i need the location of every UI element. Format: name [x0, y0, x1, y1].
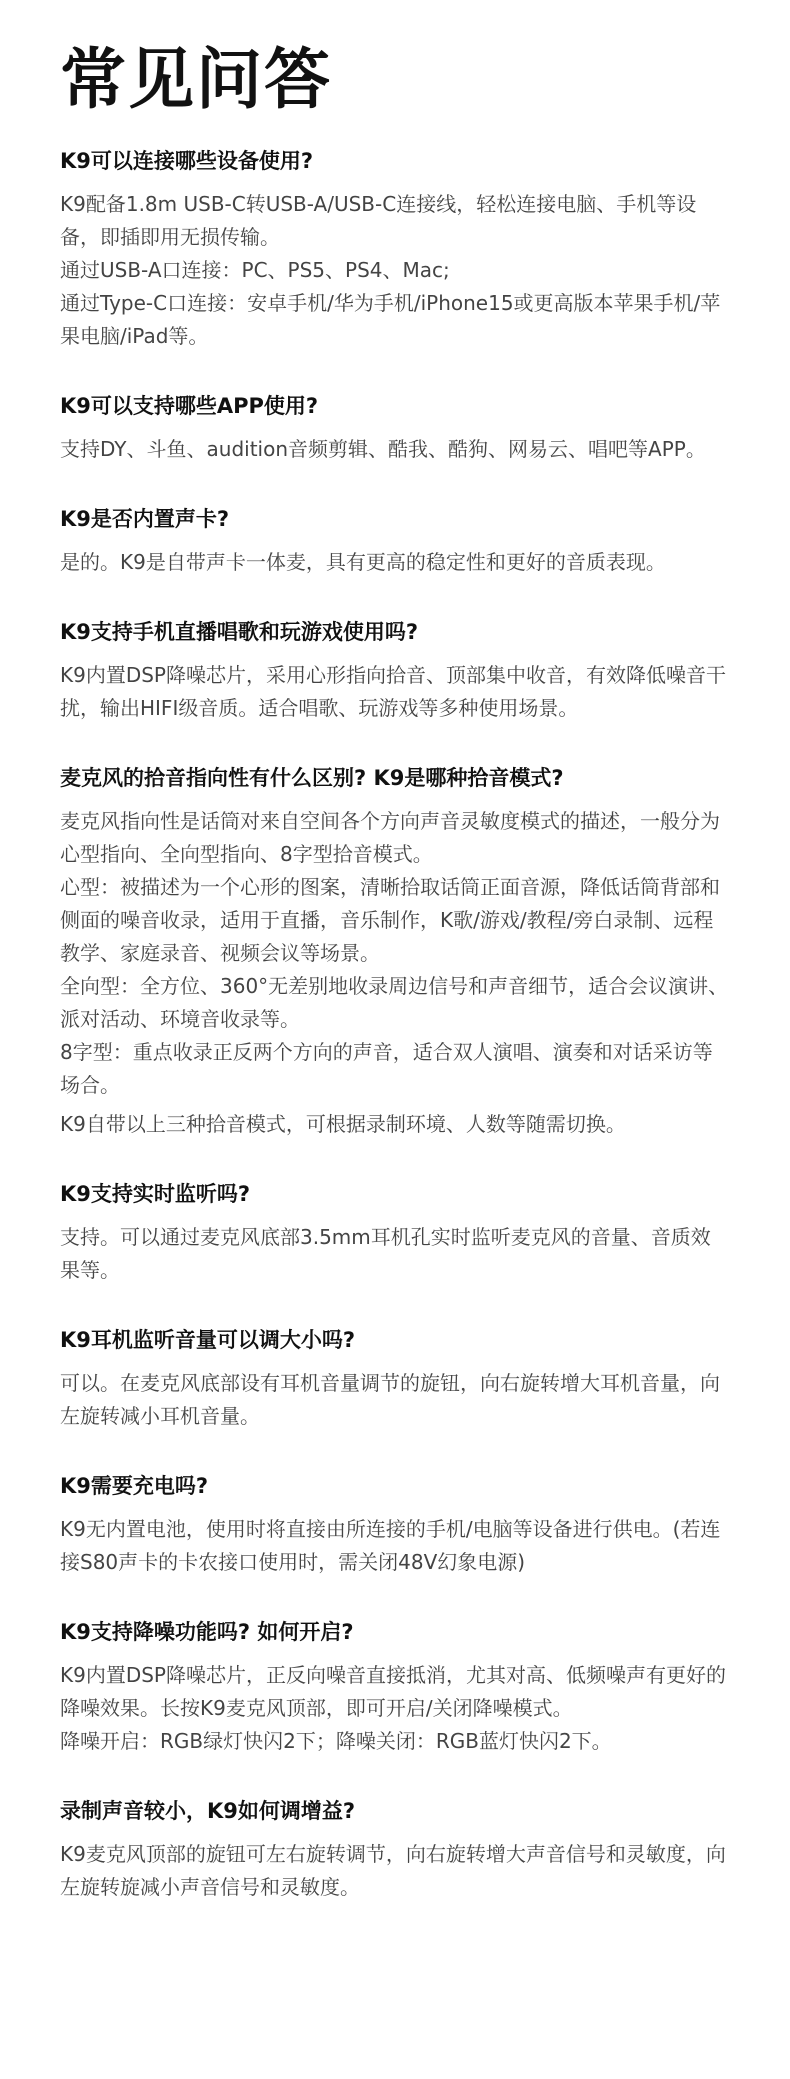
faq-item — [60, 391, 730, 466]
answer-paragraph: 通过USB-A口连接：PC、PS5、PS4、Mac; — [60, 258, 450, 282]
faq-answer — [60, 1221, 730, 1287]
answer-paragraph: K9自带以上三种拾音模式，可根据录制环境、人数等随需切换。 — [60, 1112, 626, 1136]
answer-paragraph: 降噪开启：RGB绿灯快闪2下；降噪关闭：RGB蓝灯快闪2下。 — [60, 1729, 612, 1753]
faq-question: 录制声音较小，K9如何调增益? — [60, 1799, 356, 1823]
faq-answer — [60, 1513, 730, 1579]
answer-paragraph: K9内置DSP降噪芯片，正反向噪音直接抵消，尤其对高、低频噪声有更好的降噪效果。长按K9麦克风顶部，即可开启/关闭降噪模式。 — [60, 1663, 726, 1720]
faq-question: K9可以支持哪些APP使用? — [60, 394, 319, 418]
page-title: 常见问答 — [60, 41, 332, 118]
faq-answer — [60, 1367, 730, 1433]
faq-item — [60, 1471, 730, 1579]
faq-answer — [60, 1659, 730, 1758]
faq-item — [60, 146, 730, 353]
faq-item — [60, 1617, 730, 1758]
faq-question: K9耳机监听音量可以调大小吗? — [60, 1328, 356, 1352]
faq-question: K9是否内置声卡? — [60, 507, 230, 531]
faq-question: K9需要充电吗? — [60, 1474, 209, 1498]
answer-paragraph: 全向型：全方位、360°无差别地收录周边信号和声音细节，适合会议演讲、派对活动、环境音收录等。 — [60, 974, 729, 1031]
answer-paragraph: 支持DY、斗鱼、audition音频剪辑、酷我、酷狗、网易云、唱吧等APP。 — [60, 437, 706, 461]
answer-paragraph: K9麦克风顶部的旋钮可左右旋转调节，向右旋转增大声音信号和灵敏度，向左旋转旋减小声音信号和灵敏度。 — [60, 1842, 726, 1899]
answer-paragraph: 麦克风指向性是话筒对来自空间各个方向声音灵敏度模式的描述，一般分为心型指向、全向型指向、8字型拾音模式。 — [60, 809, 720, 866]
faq-answer — [60, 433, 730, 466]
faq-question: K9支持实时监听吗? — [60, 1182, 251, 1206]
answer-paragraph: 通过Type-C口连接：安卓手机/华为手机/iPhone15或更高版本苹果手机/苹果电脑/iPad等。 — [60, 291, 721, 348]
faq-answer — [60, 659, 730, 725]
faq-question: K9支持降噪功能吗? 如何开启? — [60, 1620, 354, 1644]
answer-paragraph: K9无内置电池，使用时将直接由所连接的手机/电脑等设备进行供电。(若连接S80声卡的卡农接口使用时，需关闭48V幻象电源) — [60, 1517, 721, 1574]
faq-question: K9支持手机直播唱歌和玩游戏使用吗? — [60, 620, 419, 644]
answer-paragraph: 支持。可以通过麦克风底部3.5mm耳机孔实时监听麦克风的音量、音质效果等。 — [60, 1225, 711, 1282]
faq-answer — [60, 805, 730, 1141]
faq-answer — [60, 1838, 730, 1904]
answer-paragraph: 8字型：重点收录正反两个方向的声音，适合双人演唱、演奏和对话采访等场合。 — [60, 1040, 713, 1097]
answer-paragraph: 可以。在麦克风底部设有耳机音量调节的旋钮，向右旋转增大耳机音量，向左旋转减小耳机音量。 — [60, 1371, 720, 1428]
answer-paragraph: 是的。K9是自带声卡一体麦，具有更高的稳定性和更好的音质表现。 — [60, 550, 666, 574]
faq-item — [60, 763, 730, 1141]
answer-paragraph: K9配备1.8m USB-C转USB-A/USB-C连接线，轻松连接电脑、手机等设备，即插即用无损传输。 — [60, 192, 697, 249]
faq-item — [60, 617, 730, 725]
faq-item — [60, 1325, 730, 1433]
answer-paragraph: K9内置DSP降噪芯片，采用心形指向拾音、顶部集中收音，有效降低噪音干扰，输出HIFI级音质。适合唱歌、玩游戏等多种使用场景。 — [60, 663, 726, 720]
faq-question: K9可以连接哪些设备使用? — [60, 149, 314, 173]
faq-item — [60, 1796, 730, 1904]
faq-question: 麦克风的拾音指向性有什么区别? K9是哪种拾音模式? — [60, 766, 564, 790]
faq-answer — [60, 188, 730, 353]
faq-answer — [60, 546, 730, 579]
faq-item — [60, 504, 730, 579]
answer-paragraph: 心型：被描述为一个心形的图案，清晰拾取话筒正面音源，降低话筒背部和侧面的噪音收录，适用于直播，音乐制作，K歌/游戏/教程/旁白录制、远程教学、家庭录音、视频会议等场景。 — [60, 875, 720, 965]
faq-item — [60, 1179, 730, 1287]
